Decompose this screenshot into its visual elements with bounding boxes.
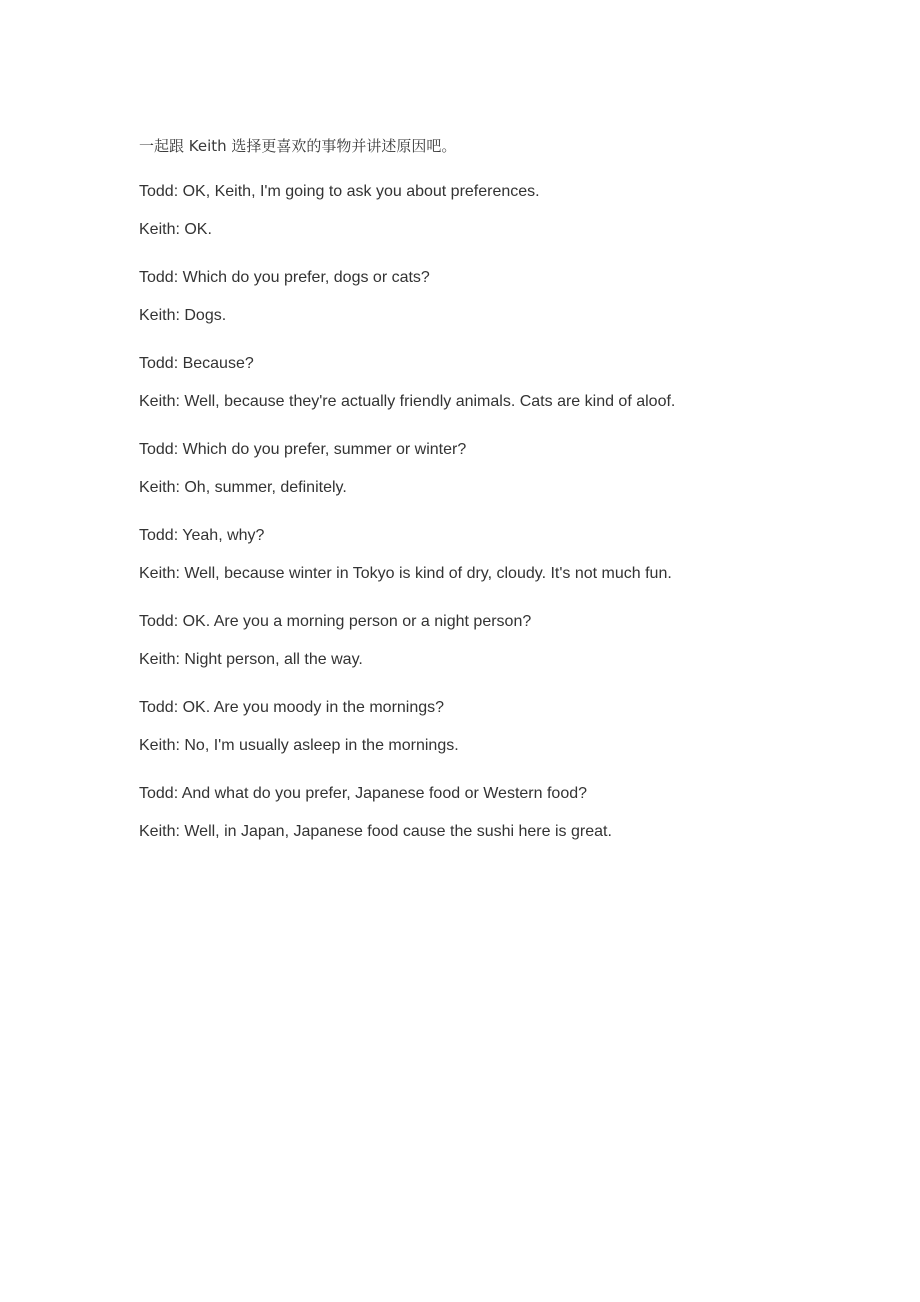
dialogue-exchange (139, 782, 839, 844)
todd-line: Todd: And what do you prefer, Japanese food or Western food? (139, 785, 588, 802)
keith-line: Keith: Well, because they're actually friendly animals. Cats are kind of aloof. (139, 393, 676, 410)
todd-line: Todd: Because? (139, 355, 254, 372)
dialogue-exchange (139, 524, 839, 586)
todd-line: Todd: OK. Are you moody in the mornings? (139, 699, 445, 716)
keith-line: Keith: Well, in Japan, Japanese food cause the sushi here is great. (139, 823, 612, 840)
keith-line: Keith: No, I'm usually asleep in the mornings. (139, 737, 459, 754)
keith-line: Keith: Dogs. (139, 307, 227, 324)
dialogue-exchange (139, 352, 839, 414)
intro-text: 一起跟 Keith 选择更喜欢的事物并讲述原因吧。 (139, 137, 457, 155)
dialogue-exchange (139, 438, 839, 500)
todd-line: Todd: Which do you prefer, summer or winter? (139, 441, 467, 458)
todd-line: Todd: Which do you prefer, dogs or cats? (139, 269, 430, 286)
todd-line: Todd: Yeah, why? (139, 527, 265, 544)
dialogue-exchange (139, 180, 839, 242)
keith-line: Keith: Oh, summer, definitely. (139, 479, 347, 496)
keith-line: Keith: Night person, all the way. (139, 651, 363, 668)
dialogue-exchange (139, 266, 839, 328)
document-body (139, 134, 839, 868)
dialogue-exchange (139, 610, 839, 672)
keith-line: Keith: OK. (139, 221, 212, 238)
dialogue-exchange (139, 696, 839, 758)
todd-line: Todd: OK, Keith, I'm going to ask you about preferences. (139, 183, 540, 200)
todd-line: Todd: OK. Are you a morning person or a night person? (139, 613, 532, 630)
keith-line: Keith: Well, because winter in Tokyo is kind of dry, cloudy. It's not much fun. (139, 565, 672, 582)
